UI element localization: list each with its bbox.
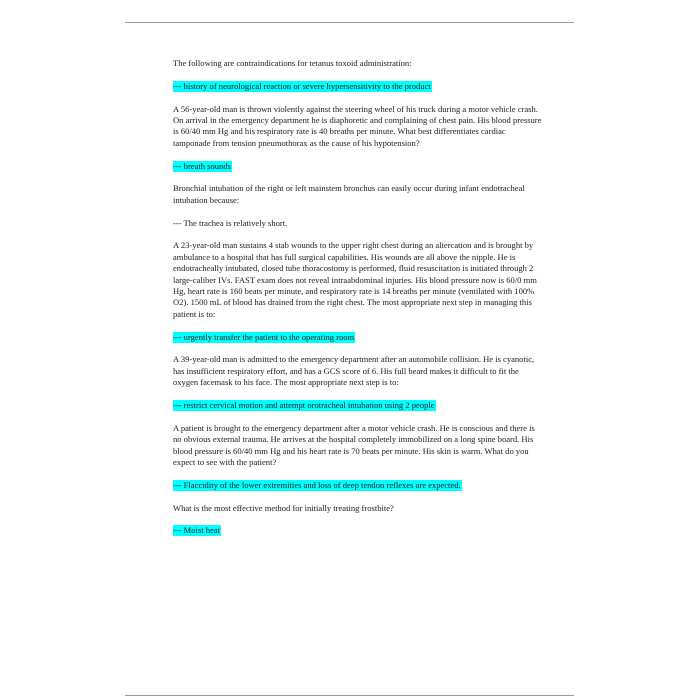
question-paragraph: A 23-year-old man sustains 4 stab wounds to the upper right chest during an altercation and is brought by ambulance to a hospital that has full surgical capabilities. His wounds are all above the nipple. He is endotracheally intubated, closed tube thoracostomy is performed, fluid resuscitation is initiated through 2 large-caliber IVs. FAST exam does not reveal intraabdominal injuries. His blood pressure now is 60/0 mm Hg, heart rate is 160 beats per minute, and respiratory rate is 14 breaths per minute (ventilated with 100% O2). 1500 mL of blood has drained from the right chest. The most appropriate next step in managing this patient is to:	[173, 240, 537, 319]
page-top-rule	[125, 22, 574, 23]
answer-line	[173, 400, 543, 411]
highlighted-answer: --- Flaccidity of the lower extremities and loss of deep tendon reflexes are expected.	[173, 479, 461, 490]
question-paragraph: A 56-year-old man is thrown violently against the steering wheel of his truck during a motor vehicle crash. On arrival in the emergency department he is diaphoretic and complaining of chest pain. His blood pressure is 60/40 mm Hg and his respiratory rate is 40 breaths per minute. What best differentiates cardiac tamponade from tension pneumothorax as the cause of his hypotension?	[173, 103, 542, 148]
answer-line	[173, 525, 543, 536]
highlighted-answer: --- urgently transfer the patient to the operating room	[173, 331, 355, 342]
document-body	[173, 58, 543, 548]
highlighted-answer: --- Moist heat	[173, 525, 220, 536]
highlighted-answer: --- restrict cervical motion and attempt orotracheal intubation using 2 people	[173, 400, 435, 411]
page-bottom-rule	[125, 695, 574, 696]
question-paragraph: Bronchial intubation of the right or left mainstem bronchus can easily occur during infant endotracheal intubation because:	[173, 183, 525, 205]
answer-line	[173, 161, 543, 172]
answer-line	[173, 218, 543, 229]
answer-line	[173, 480, 543, 491]
highlighted-answer: --- history of neurological reaction or severe hypersensitivity to the product	[173, 80, 431, 91]
highlighted-answer: --- breath sounds	[173, 160, 231, 171]
question-paragraph: The following are contraindications for tetanus toxoid administration:	[173, 58, 412, 68]
answer-line	[173, 332, 543, 343]
question-paragraph: What is the most effective method for initially treating frostbite?	[173, 502, 394, 513]
question-paragraph: A patient is brought to the emergency department after a motor vehicle crash. He is conscious and there is no obvious external trauma. He arrives at the hospital completely immobilized on a long spine board. His blood pressure is 60/40 mm Hg and his heart rate is 70 beats per minute. His skin is warm. What do you expect to see with the patient?	[173, 422, 535, 468]
answer-line	[173, 81, 543, 92]
plain-answer: --- The trachea is relatively short.	[173, 217, 288, 228]
question-paragraph: A 39-year-old man is admitted to the emergency department after an automobile collision. He is cyanotic, has insufficient respiratory effort, and has a GCS score of 6. His full beard makes it difficult to fit the oxygen facemask to his face. The most appropriate next step is to:	[173, 354, 535, 388]
